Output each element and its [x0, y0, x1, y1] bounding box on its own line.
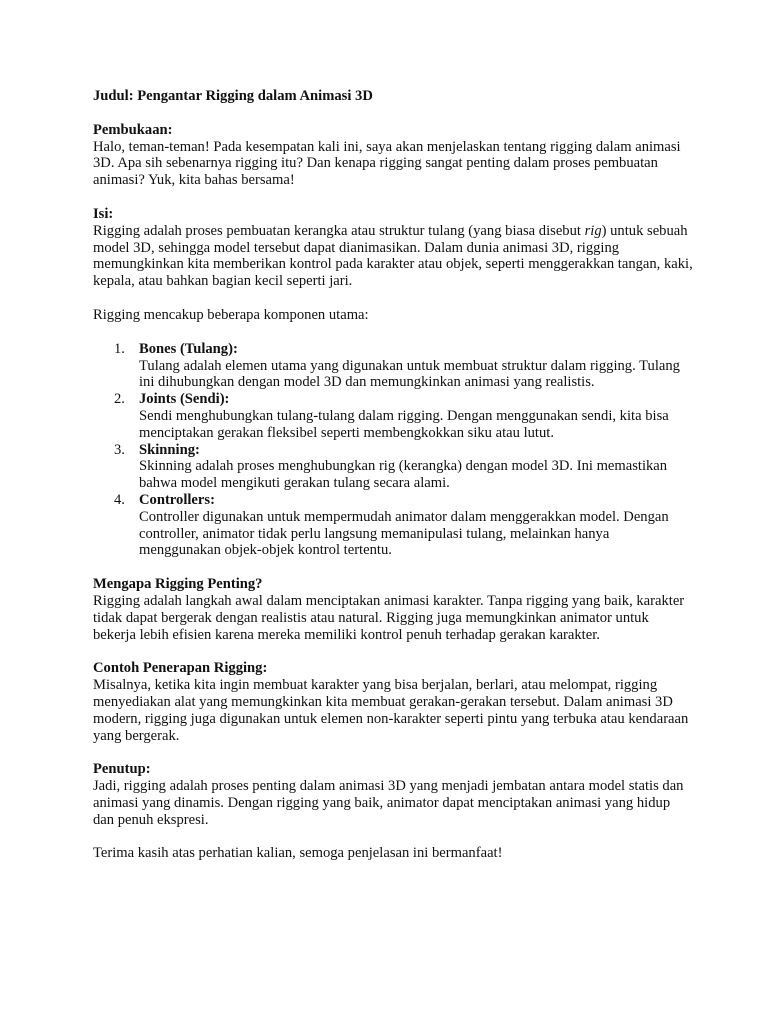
- importance-heading: Mengapa Rigging Penting?: [93, 576, 263, 593]
- list-item: [93, 341, 693, 391]
- list-item: [93, 391, 693, 441]
- list-item-number: 1.: [114, 340, 125, 357]
- body-text-start: Rigging adalah proses pembuatan kerangka atau struktur tulang (yang biasa disebut: [93, 222, 585, 239]
- body-section: [93, 206, 693, 290]
- thanks-text: Terima kasih atas perhatian kalian, semoga penjelasan ini bermanfaat!: [93, 845, 503, 862]
- list-item: [93, 442, 693, 492]
- importance-section: [93, 576, 693, 643]
- list-item: [93, 492, 693, 559]
- opening-text: Halo, teman-teman! Pada kesempatan kali ini, saya akan menjelaskan tentang rigging dalam animasi 3D. Apa sih sebenarnya rigging itu? Dan kenapa rigging sangat penting dalam proses pembuatan animasi? Yuk, kita bahas bersama!: [93, 138, 681, 189]
- list-item-title: Skinning:: [139, 441, 200, 458]
- body-text: [93, 223, 693, 290]
- importance-text: Rigging adalah langkah awal dalam menciptakan animasi karakter. Tanpa rigging yang baik, karakter tidak dapat bergerak dengan realistis atau natural. Rigging juga memungkinkan animator untuk bekerja lebih efisien karena mereka memiliki kontrol penuh terhadap gerakan karakter.: [93, 592, 685, 643]
- examples-heading: Contoh Penerapan Rigging:: [93, 660, 268, 677]
- examples-text: Misalnya, ketika kita ingin membuat karakter yang bisa berjalan, berlari, atau melompat, rigging menyediakan alat yang memungkinkan kita membuat gerakan-gerakan tersebut. Dalam animasi 3D modern, rigging juga digunakan untuk elemen non-karakter seperti pintu yang terbuka atau kendaraan yang bergerak.: [93, 677, 689, 744]
- body-heading: Isi:: [93, 205, 114, 222]
- closing-text: Jadi, rigging adalah proses penting dalam animasi 3D yang menjadi jembatan antara model statis dan animasi yang dinamis. Dengan rigging yang baik, animator dapat menciptakan animasi yang hidup dan penuh ekspresi.: [93, 778, 684, 828]
- list-item-text: Skinning adalah proses menghubungkan rig (kerangka) dengan model 3D. Ini memastikan bahwa model mengikuti gerakan tulang secara alami.: [139, 458, 668, 492]
- components-intro: Rigging mencakup beberapa komponen utama:: [93, 306, 369, 323]
- closing-heading: Penutup:: [93, 761, 151, 778]
- list-item-title: Controllers:: [139, 491, 215, 508]
- list-item-number: 4.: [114, 491, 125, 508]
- list-item-text: Sendi menghubungkan tulang-tulang dalam rigging. Dengan menggunakan sendi, kita bisa menciptakan gerakan fleksibel seperti membengkokkan siku atau lutut.: [139, 407, 669, 441]
- document-title: Judul: Pengantar Rigging dalam Animasi 3D: [93, 88, 373, 104]
- components-list: [93, 341, 693, 559]
- body-text-rig-term: rig: [584, 222, 602, 239]
- closing-section: [93, 761, 693, 828]
- opening-heading: Pembukaan:: [93, 121, 173, 138]
- document-page: [93, 88, 693, 862]
- list-item-number: 3.: [114, 441, 125, 458]
- list-item-text: Controller digunakan untuk mempermudah animator dalam menggerakkan model. Dengan controller, animator tidak perlu langsung memanipulasi tulang, melainkan hanya menggunakan objek-objek kontrol tertentu.: [139, 508, 669, 559]
- list-item-number: 2.: [114, 391, 125, 408]
- list-item-title: Joints (Sendi):: [139, 391, 230, 408]
- examples-section: [93, 660, 693, 744]
- body-text-end: ) untuk sebuah model 3D, sehingga model tersebut dapat dianimasikan. Dalam dunia animasi 3D, rigging memungkinkan kita memberikan kontrol pada karakter atau objek, seperti menggerakkan tangan, kaki, kepala, atau bahkan bagian kecil seperti jari.: [93, 222, 693, 290]
- opening-section: [93, 122, 693, 189]
- list-item-text: Tulang adalah elemen utama yang digunakan untuk membuat struktur dalam rigging. Tulang ini dihubungkan dengan model 3D dan memungkinkan animasi yang realistis.: [139, 357, 680, 391]
- list-item-title: Bones (Tulang):: [139, 340, 238, 357]
